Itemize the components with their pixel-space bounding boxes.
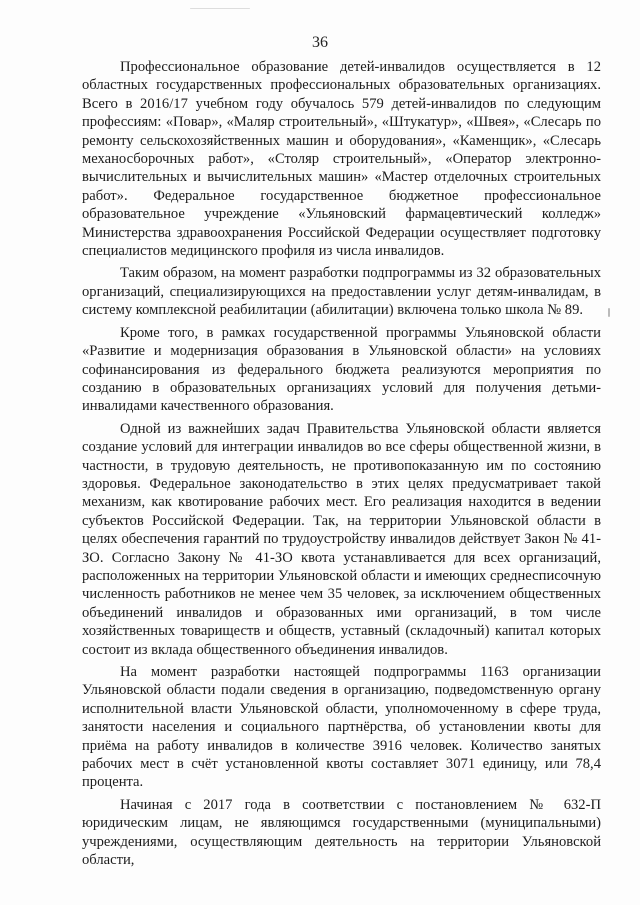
scan-artifact	[608, 308, 610, 317]
paragraph-quota-statistics: На момент разработки настоящей подпрограммы 1163 организации Ульяновской области подали сведения в организацию, подведомственную органу исполнительной власти Ульяновской области, уполномоченному в сфере труда, занятости населения и социального партнёрства, об установлении квоты для приёма на работу инвалидов в количестве 3916 человек. Количество занятых рабочих мест в счёт установленной квоты составляет 3071 единицу, или 78,4 процента.	[82, 664, 601, 791]
paragraph-rehabilitation-system: Таким образом, на момент разработки подпрограммы из 32 образовательных организаций, специализирующихся на предоставлении услуг детям-инвалидам, в систему комплексной реабилитации (абилитации) включена только школа № 89.	[82, 265, 601, 319]
document-body	[82, 58, 601, 873]
scan-artifact	[190, 8, 250, 9]
page-number: 36	[312, 34, 328, 51]
paragraph-resolution-632: Начиная с 2017 года в соответствии с постановлением № 632-П юридическим лицам, не являющимся государственными (муниципальными) учреждениями, осуществляющим деятельность на территории Ульяновской области,	[82, 796, 601, 869]
paragraph-state-program: Кроме того, в рамках государственной программы Ульяновской области «Развитие и модернизация образования в Ульяновской области» на условиях софинансирования из федерального бюджета реализуются мероприятия по созданию в образовательных организациях условий для получения детьми-инвалидами качественного образования.	[82, 324, 601, 415]
paragraph-employment-quota-law: Одной из важнейших задач Правительства Ульяновской области является создание условий для интеграции инвалидов во все сферы общественной жизни, в частности, в трудовую деятельность, не противопоказанную им по состоянию здоровья. Федеральное законодательство в этих целях предусматривает такой механизм, как квотирование рабочих мест. Его реализация находится в ведении субъектов Российской Федерации. Так, на территории Ульяновской области в целях обеспечения гарантий по трудоустройству инвалидов действует Закон № 41-ЗО. Согласно Закону № 41-ЗО квота устанавливается для всех организаций, расположенных на территории Ульяновской области и имеющих среднесписочную численность работников не менее чем 35 человек, за исключением общественных объединений инвалидов и образованных ими организаций, в том числе хозяйственных товариществ и обществ, уставный (складочный) капитал которых состоит из вклада общественного объединения инвалидов.	[82, 420, 601, 658]
paragraph-vocational-education: Профессиональное образование детей-инвалидов осуществляется в 12 областных государственных профессиональных образовательных организациях. Всего в 2016/17 учебном году обучалось 579 детей-инвалидов по следующим профессиям: «Повар», «Маляр строительный», «Штукатур», «Швея», «Слесарь по ремонту сельскохозяйственных машин и оборудования», «Каменщик», «Слесарь механосборочных работ», «Столяр строительный», «Оператор электронно-вычислительных и вычислительных машин» «Мастер отделочных строительных работ». Федеральное государственное бюджетное профессиональное образовательное учреждение «Ульяновский фармацевтический колледж» Министерства здравоохранения Российской Федерации осуществляет подготовку специалистов медицинского профиля из числа инвалидов.	[82, 59, 601, 260]
